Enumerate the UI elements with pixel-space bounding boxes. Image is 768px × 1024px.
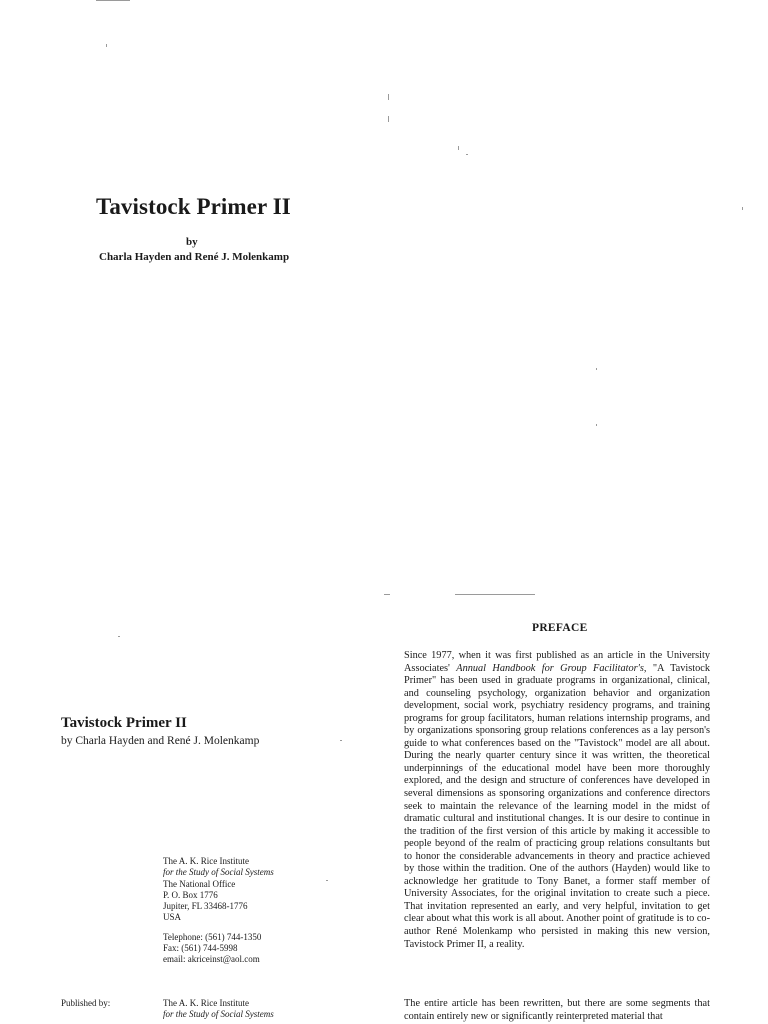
title-page-byline: by Charla Hayden and René J. Molenkamp	[61, 735, 260, 747]
scan-mark	[596, 368, 597, 370]
publisher-email: email: akriceinst@aol.com	[163, 954, 260, 965]
publisher-fax: Fax: (561) 744-5998	[163, 943, 238, 954]
book-title: Annual Handbook for Group Facilitator's,	[456, 662, 647, 674]
scan-mark	[326, 880, 328, 881]
scan-mark	[596, 424, 597, 426]
title-page-title: Tavistock Primer II	[61, 715, 187, 731]
scan-mark	[466, 154, 468, 155]
publisher-telephone: Telephone: (561) 744-1350	[163, 931, 262, 942]
published-by-label: Published by:	[61, 998, 111, 1008]
published-by-block	[163, 998, 274, 1021]
publisher-address	[163, 856, 274, 966]
scan-mark	[96, 0, 130, 1]
scan-mark	[388, 116, 389, 122]
publisher-line: The A. K. Rice Institute	[163, 856, 249, 866]
scan-mark	[388, 94, 389, 100]
scan-mark	[455, 594, 535, 595]
published-by-line: The A. K. Rice Institute	[163, 998, 249, 1008]
cover-title: Tavistock Primer II	[96, 194, 291, 219]
scan-mark	[742, 207, 743, 210]
scan-mark	[384, 594, 390, 595]
publisher-line: for the Study of Social Systems	[163, 867, 274, 878]
preface-paragraph: The entire article has been rewritten, but there are some segments that contain entirely new or significantly reinterpreted material that	[404, 998, 710, 1022]
publisher-line: USA	[163, 912, 182, 923]
publisher-line: P. O. Box 1776	[163, 889, 218, 900]
publisher-line: Jupiter, FL 33468-1776	[163, 901, 248, 912]
cover-authors: Charla Hayden and René J. Molenkamp	[99, 251, 290, 263]
scan-mark	[458, 146, 459, 150]
publisher-line: The National Office	[163, 878, 236, 889]
scan-mark	[106, 44, 107, 47]
preface-heading: PREFACE	[532, 622, 588, 634]
preface-paragraph	[404, 650, 710, 951]
scan-mark	[118, 636, 120, 637]
cover-by: by	[186, 236, 198, 248]
preface-text: Since 1977, when it was first published as an article in the University Associates'	[404, 650, 710, 674]
scan-mark	[340, 740, 342, 741]
published-by-line: for the Study of Social Systems	[163, 1009, 274, 1020]
preface-text: "A Tavistock Primer" has been used in graduate programs in organizational, clinical, and counseling psychology, organization behavior and organization development, social work, psychiatry residency programs, and training programs for group facilitators, human relations internship programs, and by organizations sponsoring group relations conferences as a lay person's guide to what conferences based on the "Tavistock" model are all about. During the nearly quarter century since it was written, the theoretical underpinnings of the educational model have been more thoroughly explored, and the design and structure of conferences have developed in several dimensions as sponsoring organizations and conference directors seek to maintain the relevance of the learning model in the midst of dramatic cultural and institutional changes. It is our desire to continue in the tradition of the first version of this article by making it accessible to people beyond of the realm of practicing group relations consultants but to honor the considerable advancements in theory and practice achieved by those within the tradition. One of the authors (Hayden) would like to acknowledge her gratitude to Tony Banet, a former staff member of University Associates, for the original invitation to create such a piece. That invitation represented an early, and very helpful, invitation to get clear about what this work is all about. Another point of gratitude is to co-author René Molenkamp who persisted in making this new version, Tavistock Primer II, a reality.	[404, 662, 710, 950]
